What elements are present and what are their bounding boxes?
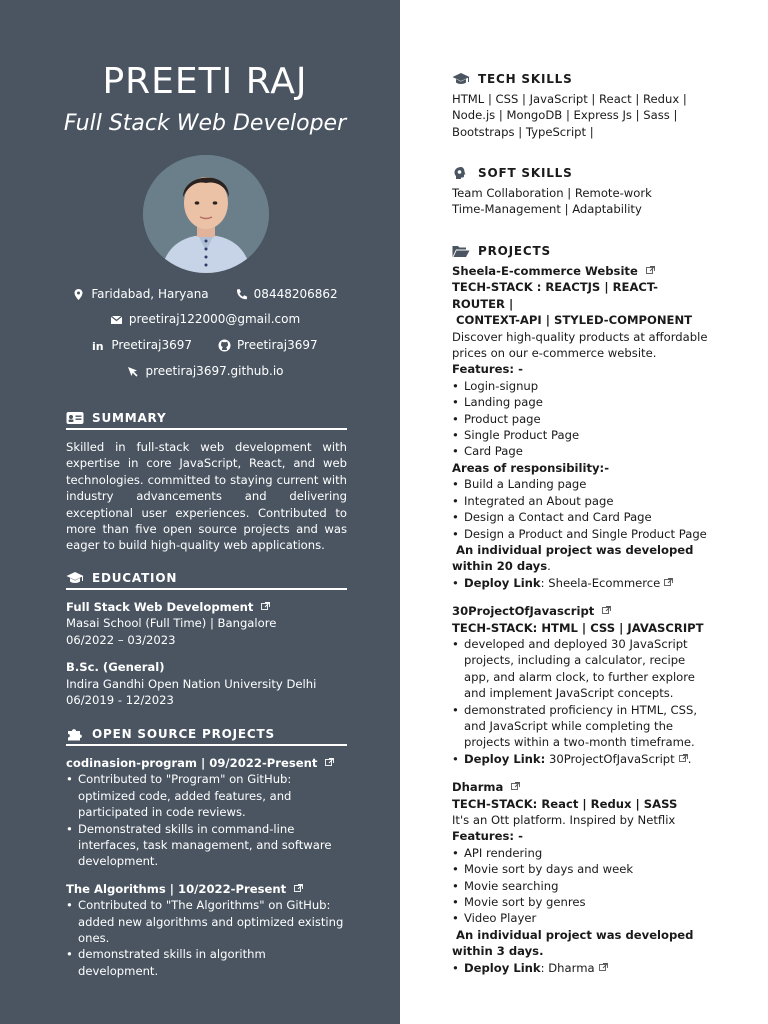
external-link-icon[interactable] — [646, 263, 655, 272]
education-item — [66, 599, 347, 648]
soft-skills-text — [452, 185, 703, 218]
list-item: • Movie sort by days and week — [452, 861, 710, 877]
list-item: • Single Product Page — [452, 427, 710, 443]
open-source-item — [66, 755, 347, 870]
tech-skills-section — [452, 71, 703, 140]
phone-icon — [235, 288, 248, 301]
contact-row-website — [0, 363, 410, 379]
list-item: • Contributed to "Program" on GitHub: optimized code, added features, and participated in code reviews. — [66, 771, 347, 820]
external-link-icon[interactable] — [599, 960, 608, 969]
open-source-title: OPEN SOURCE PROJECTS — [92, 726, 275, 741]
linkedin-link[interactable]: Preetiraj3697 — [111, 338, 192, 352]
email-icon — [110, 313, 123, 326]
list-item: • API rendering — [452, 845, 710, 861]
website-link[interactable]: preetiraj3697.github.io — [145, 364, 284, 378]
project-note-end: . — [547, 559, 551, 574]
soft-skills-heading — [452, 165, 703, 185]
github-link[interactable]: Preetiraj3697 — [237, 338, 318, 352]
project-description: It's an Ott platform. Inspired by Netflix — [452, 813, 676, 827]
project-note — [452, 542, 710, 575]
deploy-link-label: Deploy Link — [464, 575, 541, 590]
linkedin-icon — [92, 339, 105, 352]
deploy-link-item — [452, 960, 710, 976]
deploy-link[interactable]: 30ProjectOfJavaScript — [545, 751, 675, 766]
external-link-icon[interactable] — [602, 603, 611, 612]
open-source-item — [66, 881, 347, 979]
project-item — [452, 779, 710, 976]
tech-skills-text: HTML | CSS | JavaScript | React | Redux | Node.js | MongoDB | Express Js | Sass | Bootstraps | TypeScript | — [452, 92, 687, 139]
id-card-icon — [66, 411, 84, 425]
email-link[interactable]: preetiraj122000@gmail.com — [128, 312, 301, 326]
features-label: Features: - — [452, 829, 523, 844]
deploy-link-end: . — [687, 751, 692, 766]
graduation-cap-icon — [66, 571, 84, 585]
list-item: • Landing page — [452, 394, 710, 410]
education-item-title: B.Sc. (General) — [66, 660, 165, 675]
summary-text: Skilled in full-stack web development with expertise in core JavaScript, React, and web technologies. committed to staying current with industry advancements and delivering exceptional user experiences. Contributed to more than five open source projects and was eager to build high-quality web applications. — [66, 440, 347, 553]
project-title[interactable]: Dharma — [452, 780, 504, 795]
project-tech-stack: TECH-STACK : REACTJS | REACT-ROUTER | — [452, 280, 658, 311]
list-item: • demonstrated proficiency in HTML, CSS, and JavaScript while completing the projects within a two-month timeframe. — [452, 702, 710, 751]
list-item: • Integrated an About page — [452, 493, 710, 509]
external-link-icon[interactable] — [511, 779, 520, 788]
folder-open-icon — [452, 244, 470, 258]
deploy-link-label: Deploy Link: — [464, 751, 546, 766]
soft-skills-line: Time-Management | Adaptability — [452, 202, 642, 217]
list-item: • Contributed to "The Algorithms" on GitHub: added new algorithms and optimized existing ones. — [66, 897, 347, 946]
open-source-heading — [66, 726, 347, 746]
education-item — [66, 659, 347, 708]
open-source-item-title[interactable]: codinasion-program | 09/2022-Present — [66, 756, 318, 770]
profile-photo — [143, 155, 269, 273]
education-item-dates: 06/2019 - 12/2023 — [66, 693, 174, 708]
list-item: • Video Player — [452, 910, 710, 926]
external-link-icon[interactable] — [325, 755, 334, 764]
tech-skills-title: TECH SKILLS — [478, 71, 573, 86]
project-note-bold: An individual project was developed within 20 days — [452, 542, 698, 574]
education-title: EDUCATION — [92, 570, 178, 585]
soft-skills-section — [452, 165, 703, 218]
summary-heading — [66, 410, 347, 430]
deploy-link-item — [452, 575, 710, 591]
list-item: • Movie sort by genres — [452, 894, 710, 910]
graduation-cap-icon — [452, 72, 470, 86]
candidate-name: PREETI RAJ — [102, 61, 308, 102]
location-text: Faridabad, Haryana — [91, 287, 209, 301]
features-label: Features: - — [452, 362, 523, 377]
education-heading — [66, 570, 347, 590]
list-item: • Card Page — [452, 443, 710, 459]
soft-skills-title: SOFT SKILLS — [478, 165, 573, 180]
cursor-pointer-icon — [126, 365, 139, 378]
project-description: Discover high-quality products at affordable prices on our e-commerce website. — [452, 329, 708, 361]
external-link-icon[interactable] — [664, 575, 673, 584]
list-item: • Login-signup — [452, 378, 710, 394]
education-item-institute: Masai School (Full Time) | Bangalore — [66, 616, 277, 631]
list-item: • Product page — [452, 411, 710, 427]
list-item: • demonstrated skills in algorithm development. — [66, 946, 347, 979]
deploy-link-item — [452, 751, 710, 767]
project-tech-stack: CONTEXT-API | STYLED-COMPONENT — [452, 313, 693, 328]
phone-number[interactable]: 08448206862 — [253, 287, 338, 301]
summary-title: SUMMARY — [92, 410, 167, 425]
education-section — [66, 570, 347, 708]
candidate-role: Full Stack Web Developer — [63, 111, 347, 136]
summary-section — [66, 410, 347, 554]
project-item — [452, 603, 710, 767]
list-item: • Design a Product and Single Product Page — [452, 526, 710, 542]
contact-row-email — [0, 311, 410, 327]
project-tech-stack: TECH-STACK: HTML | CSS | JAVASCRIPT — [452, 620, 704, 635]
education-item-institute: Indira Gandhi Open Nation University Delhi — [66, 676, 317, 691]
education-item-title[interactable]: Full Stack Web Development — [66, 600, 254, 614]
list-item: • Demonstrated skills in command-line interfaces, task management, and software development. — [66, 821, 347, 870]
external-link-icon[interactable] — [679, 751, 688, 760]
deploy-link-label: Deploy Link — [464, 960, 541, 975]
list-item: • Design a Contact and Card Page — [452, 509, 710, 525]
svg-text:in: in — [92, 339, 104, 352]
projects-heading — [452, 243, 703, 263]
project-title[interactable]: Sheela-E-commerce Website — [452, 264, 638, 278]
education-item-dates: 06/2022 – 03/2023 — [66, 632, 176, 647]
projects-title: PROJECTS — [478, 243, 551, 258]
contact-row-location-phone — [0, 286, 410, 302]
external-link-icon[interactable] — [294, 881, 303, 890]
open-source-item-title[interactable]: The Algorithms | 10/2022-Present — [66, 881, 287, 896]
external-link-icon[interactable] — [261, 599, 270, 608]
list-item: • developed and deployed 30 JavaScript projects, including a calculator, recipe app, and alarm clock, to further explore and implement JavaScript concepts. — [452, 636, 710, 702]
responsibility-label: Areas of responsibility:- — [452, 460, 610, 475]
tech-skills-heading — [452, 71, 703, 91]
list-item: • Movie searching — [452, 878, 710, 894]
project-title[interactable]: 30ProjectOfJavascript — [452, 604, 595, 619]
deploy-link[interactable]: : Sheela-Ecommerce — [540, 575, 661, 590]
brain-icon — [452, 166, 470, 180]
open-source-section — [66, 726, 347, 979]
project-item — [452, 263, 710, 591]
list-item: • Build a Landing page — [452, 476, 710, 492]
project-tech-stack: TECH-STACK: React | Redux | SASS — [452, 796, 678, 811]
deploy-link[interactable]: : Dharma — [540, 960, 595, 975]
projects-section — [452, 243, 710, 976]
project-note: An individual project was developed within 3 days. — [452, 927, 698, 959]
contact-row-social — [0, 337, 410, 353]
puzzle-piece-icon — [66, 727, 84, 741]
github-icon — [218, 339, 231, 352]
soft-skills-line: Team Collaboration | Remote-work — [452, 186, 652, 200]
location-pin-icon — [72, 288, 85, 301]
